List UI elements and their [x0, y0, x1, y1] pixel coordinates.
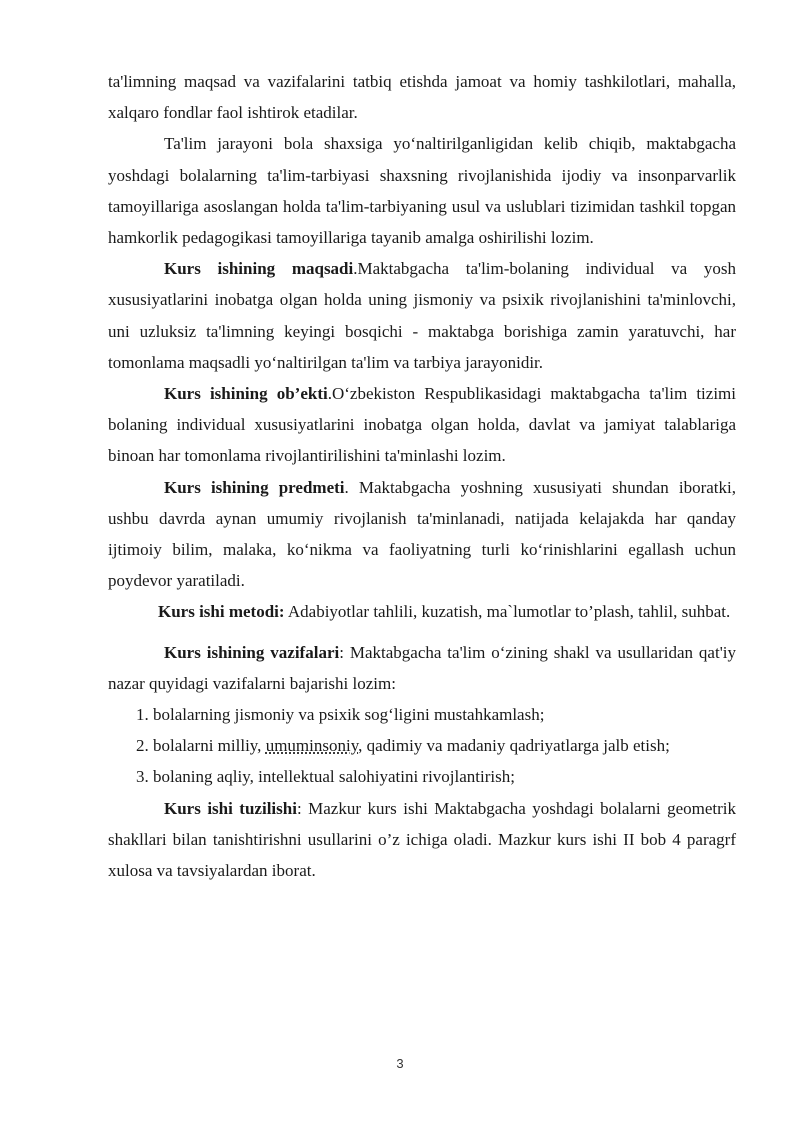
structure-label: Kurs ishi tuzilishi — [164, 798, 297, 818]
list-item-text: , qadimiy va madaniy qadriyatlarga jalb etish; — [358, 736, 670, 756]
method-label: Kurs ishi metodi: — [158, 602, 285, 622]
purpose-text: .Maktabgacha ta'lim-bolaning individual va yosh xususiyatlarini inobatga olgan holda uning jismoniy va psixik rivojlanishini ta'minlovchi, uni uzluksiz ta'limning keyingi bosqichi - maktabga borishiga zamin yaratuvchi, har tomonlama maqsadli yo‘naltirilgan ta'lim va tarbiya jarayonidir. — [108, 259, 736, 372]
paragraph-1: ta'limning maqsad va vazifalarini tatbiq etishda jamoat va homiy tashkilotlari, mahalla, xalqaro fondlar faol ishtirok etadilar. — [108, 72, 736, 123]
list-item: 1. bolalarning jismoniy va psixik sog‘ligini mustahkamlash; — [136, 705, 545, 725]
subject-label: Kurs ishining predmeti — [164, 477, 345, 497]
object-label: Kurs ishining ob’ekti — [164, 384, 328, 404]
body-text — [108, 66, 736, 886]
paragraph-structure — [108, 793, 736, 887]
tasks-label: Kurs ishining vazifalari — [164, 642, 340, 662]
paragraph-subject — [108, 472, 736, 597]
tasks-list — [108, 699, 736, 793]
underlined-word: umuminsoniy — [265, 736, 359, 756]
structure-text: : Mazkur kurs ishi Maktabgacha yoshdagi bolalarni geometrik shakllari bilan tanishtirishni usullarini o’z ichiga oladi. Mazkur kurs ishi II bob 4 paragrf xulosa va tavsiyalardan iborat. — [108, 798, 736, 881]
list-item: 3. bolaning aqliy, intellektual salohiyatini rivojlantirish; — [136, 767, 515, 787]
method-text: Adabiyotlar tahlili, kuzatish, ma`lumotlar to’plash, tahlil, suhbat. — [284, 602, 731, 622]
purpose-label: Kurs ishining maqsadi — [164, 259, 354, 279]
list-item-text: 2. bolalarni milliy, — [136, 736, 266, 756]
subject-text: . Maktabgacha yoshning xususiyati shundan iboratki, ushbu davrda aynan umumiy rivojlanish ta'minlanadi, natijada kelajakda har qanday ijtimoiy bilim, malaka, ko‘nikma va faoliyatning turli ko‘rinishlarini egallash uchun poydevor yaratiladi. — [108, 477, 736, 591]
paragraph-tasks — [108, 637, 736, 699]
object-text: .O‘zbekiston Respublikasidagi maktabgacha ta'lim tizimi bolaning individual xususiyatlarini inobatga olgan holda, davlat va jamiyat talablariga binoan har tomonlama rivojlantirilishini ta'minlashi lozim. — [108, 384, 736, 466]
paragraph-method — [108, 596, 736, 627]
list-item — [108, 730, 736, 761]
paragraph-purpose — [108, 253, 736, 378]
paragraph-2: Ta'lim jarayoni bola shaxsiga yo‘naltirilganligidan kelib chiqib, maktabgacha yoshdagi bolalarning ta'lim-tarbiyasi shaxsning rivojlanishida ijodiy va insonparvarlik tamoyillariga asoslangan holda ta'lim-tarbiyaning usul va uslublari tizimidan tashkil topgan hamkorlik pedagogikasi tamoyillariga tayanib amalga oshirilishi lozim. — [108, 134, 736, 248]
paragraph-object — [108, 378, 736, 472]
tasks-text: : Maktabgacha ta'lim o‘zining shakl va usullaridan qat'iy nazar quyidagi vazifalarni bajarishi lozim: — [108, 642, 736, 693]
page-number: 3 — [396, 1056, 404, 1071]
